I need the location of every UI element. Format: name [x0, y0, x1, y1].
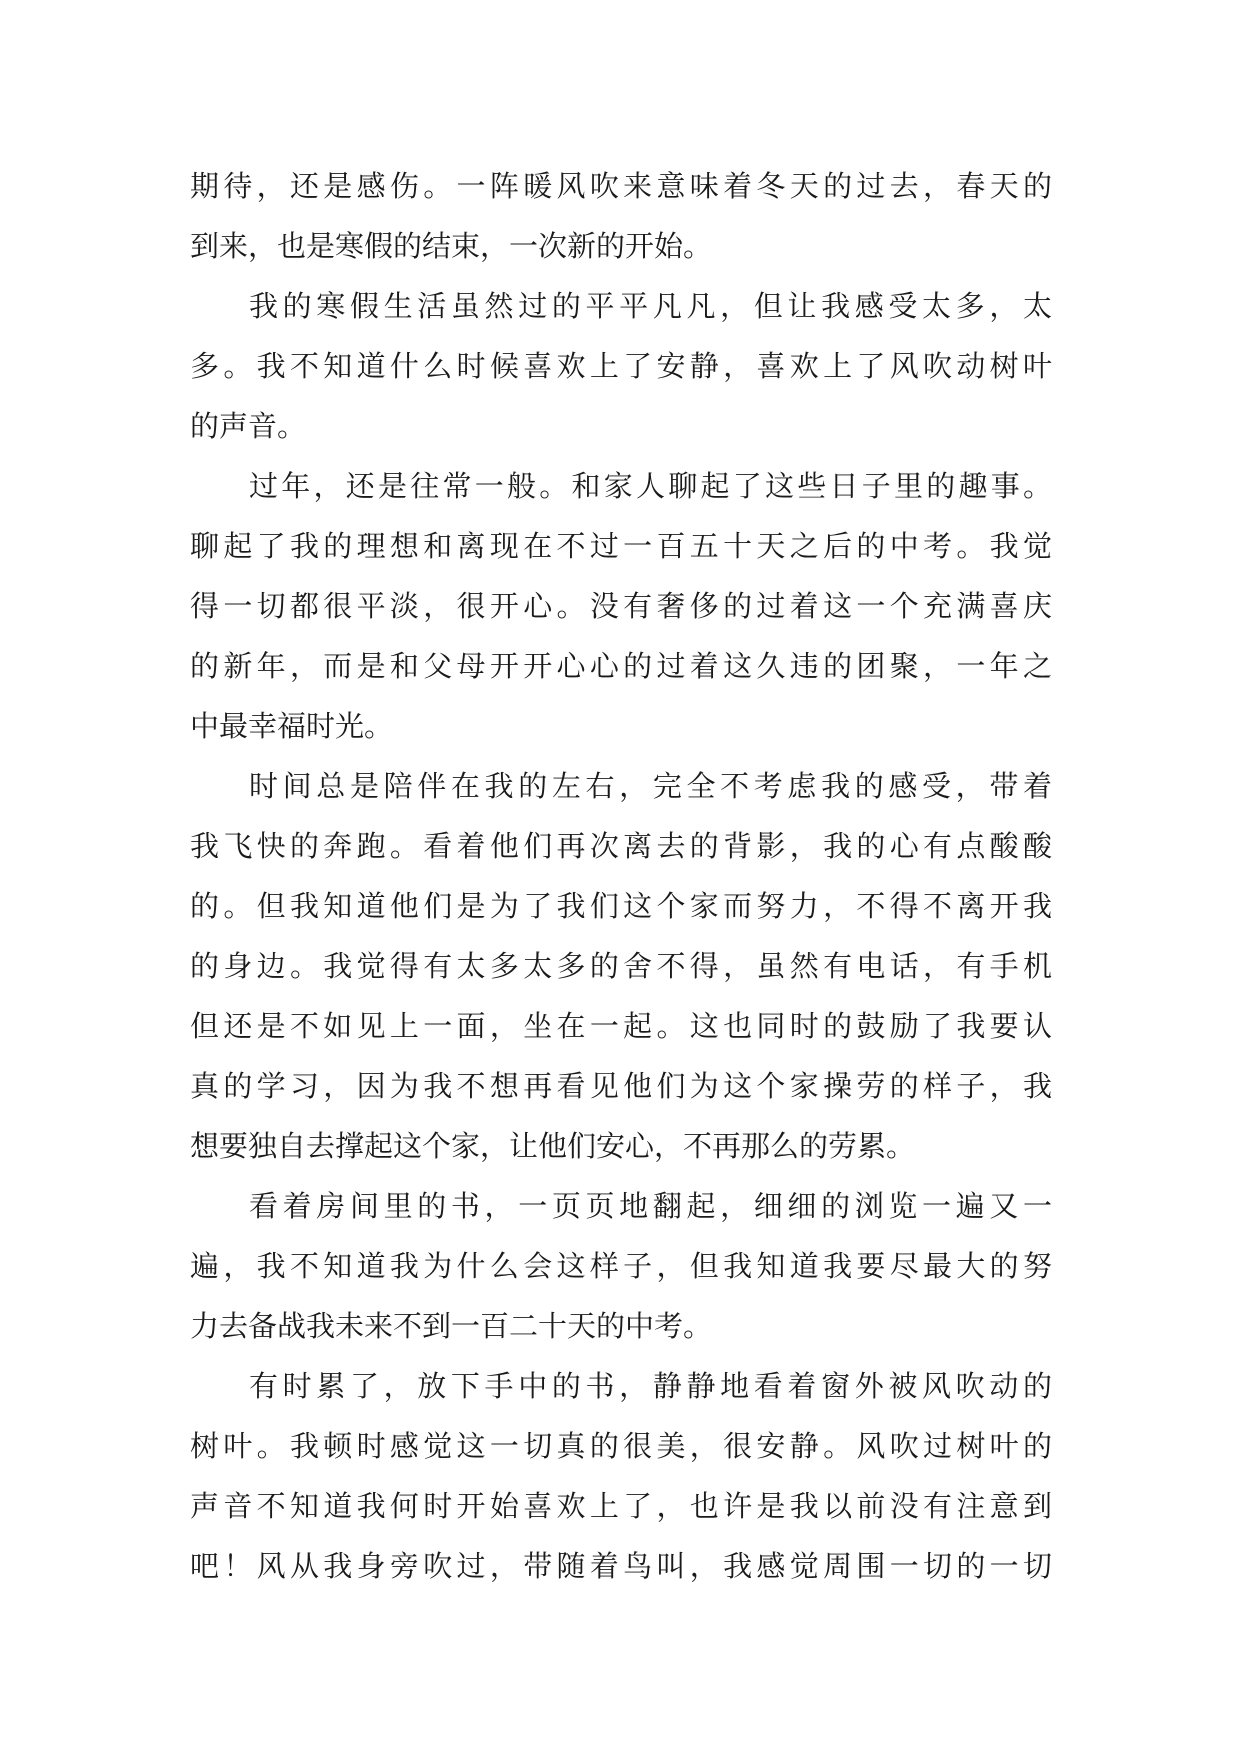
text-line: 遍，我不知道我为什么会这样子，但我知道我要尽最大的努 [190, 1249, 1052, 1283]
text-line: 到来，也是寒假的结束，一次新的开始。 [190, 229, 713, 263]
text-line: 我的寒假生活虽然过的平平凡凡，但让我感受太多，太 [249, 289, 1052, 323]
text-line: 的身边。我觉得有太多太多的舍不得，虽然有电话，有手机 [190, 949, 1052, 983]
text-line: 过年，还是往常一般。和家人聊起了这些日子里的趣事。 [249, 469, 1052, 503]
text-line: 期待，还是感伤。一阵暖风吹来意味着冬天的过去，春天的 [190, 169, 1052, 203]
text-line: 看着房间里的书，一页页地翻起，细细的浏览一遍又一 [249, 1189, 1052, 1223]
text-line: 但还是不如见上一面，坐在一起。这也同时的鼓励了我要认 [190, 1009, 1052, 1043]
text-line: 想要独自去撑起这个家，让他们安心，不再那么的劳累。 [190, 1129, 916, 1163]
text-line: 时间总是陪伴在我的左右，完全不考虑我的感受，带着 [249, 769, 1052, 803]
document-body [190, 156, 1052, 1596]
text-line: 声音不知道我何时开始喜欢上了，也许是我以前没有注意到 [190, 1489, 1052, 1523]
text-line: 有时累了，放下手中的书，静静地看着窗外被风吹动的 [249, 1369, 1052, 1403]
text-line: 得一切都很平淡，很开心。没有奢侈的过着这一个充满喜庆 [190, 589, 1052, 623]
text-line: 聊起了我的理想和离现在不过一百五十天之后的中考。我觉 [190, 529, 1052, 563]
text-line: 中最幸福时光。 [190, 709, 394, 743]
text-line: 的。但我知道他们是为了我们这个家而努力，不得不离开我 [190, 889, 1052, 923]
text-line: 树叶。我顿时感觉这一切真的很美，很安静。风吹过树叶的 [190, 1429, 1052, 1463]
text-line: 我飞快的奔跑。看着他们再次离去的背影，我的心有点酸酸 [190, 829, 1052, 863]
text-line: 吧！风从我身旁吹过，带随着鸟叫，我感觉周围一切的一切 [190, 1549, 1052, 1583]
text-line: 的新年，而是和父母开开心心的过着这久违的团聚，一年之 [190, 649, 1052, 683]
text-line: 力去备战我未来不到一百二十天的中考。 [190, 1309, 713, 1343]
text-line: 的声音。 [190, 409, 307, 443]
text-line: 多。我不知道什么时候喜欢上了安静，喜欢上了风吹动树叶 [190, 349, 1052, 383]
text-line: 真的学习，因为我不想再看见他们为这个家操劳的样子，我 [190, 1069, 1052, 1103]
